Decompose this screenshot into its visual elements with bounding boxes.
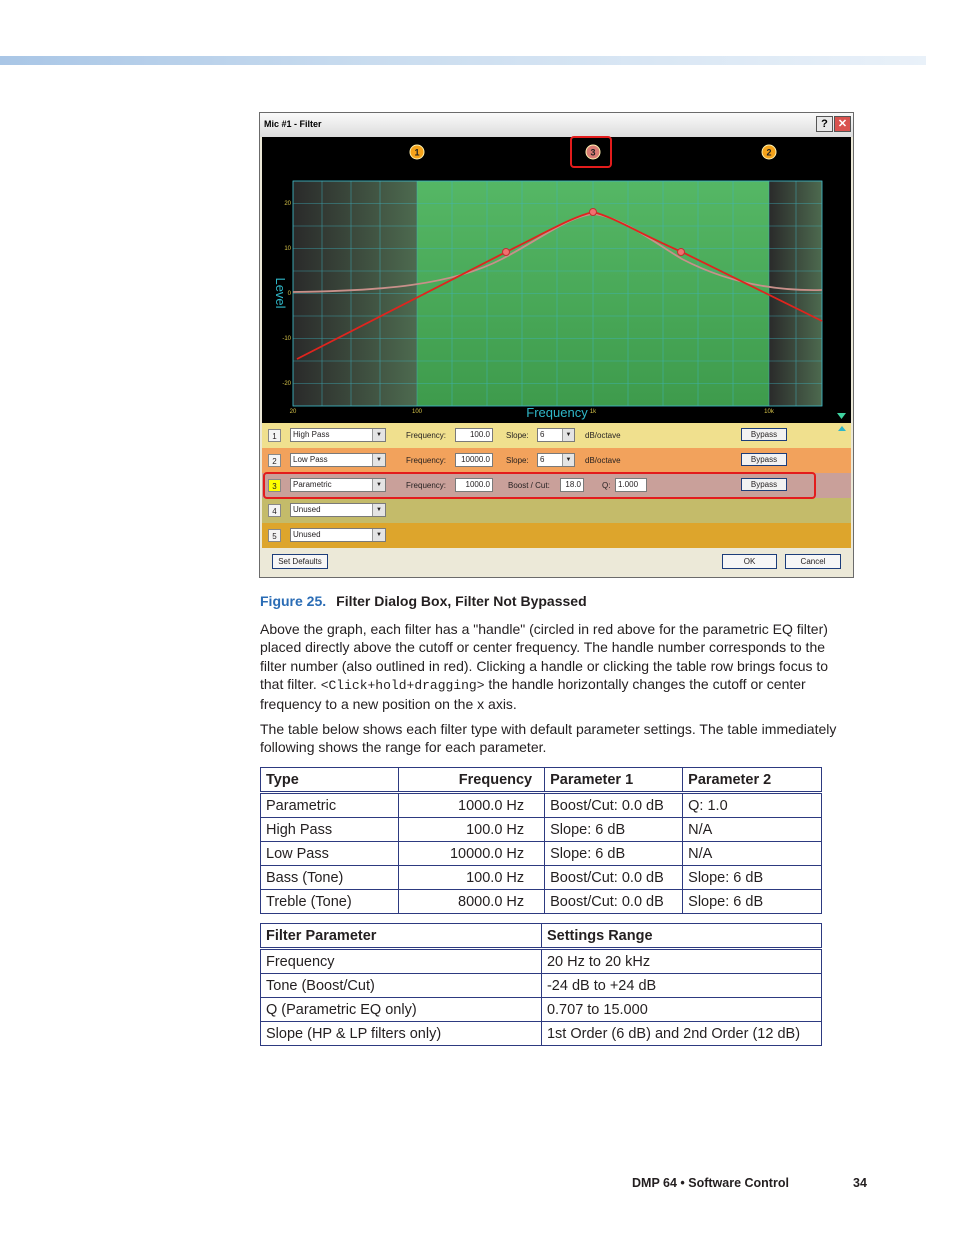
frequency-label: Frequency:	[406, 456, 447, 465]
svg-text:3: 3	[590, 147, 596, 158]
table-row	[261, 949, 822, 974]
table-row	[261, 818, 822, 842]
filter-number[interactable]: 5	[268, 529, 281, 542]
column-header: Filter Parameter	[261, 924, 542, 949]
table-cell: 1st Order (6 dB) and 2nd Order (12 dB)	[541, 1022, 821, 1046]
filter-row-1[interactable]	[262, 423, 851, 448]
paragraph-2: The table below shows each filter type with default parameter settings. The table immediately following shows the range for each parameter.	[260, 721, 837, 756]
scroll-up-icon[interactable]	[838, 426, 846, 431]
slope-label: Slope:	[506, 456, 529, 465]
table-cell: 100.0 Hz	[398, 818, 544, 842]
chevron-down-icon[interactable]: ▼	[372, 454, 385, 466]
table-row	[261, 793, 822, 818]
bypass-button[interactable]: Bypass	[741, 478, 787, 491]
table-cell: Slope: 6 dB	[545, 842, 683, 866]
figure-title: Filter Dialog Box, Filter Not Bypassed	[336, 593, 587, 609]
filter-type-select[interactable]	[290, 453, 386, 467]
filter-number[interactable]: 3	[268, 479, 281, 492]
curve-point[interactable]	[590, 209, 597, 216]
chevron-down-icon[interactable]: ▼	[372, 529, 385, 541]
column-header: Frequency	[398, 768, 544, 793]
slope-unit: dB/octave	[585, 431, 621, 440]
set-defaults-button[interactable]: Set Defaults	[272, 554, 328, 569]
filter-handle-2[interactable]	[762, 145, 776, 159]
y-axis-label: Level	[273, 277, 288, 309]
boost-cut-label: Boost / Cut:	[508, 481, 550, 490]
filter-defaults-table	[260, 767, 822, 914]
slope-label: Slope:	[506, 431, 529, 440]
x-tick-label: 1k	[589, 409, 597, 415]
table-cell: High Pass	[261, 818, 399, 842]
frequency-field[interactable]: 100.0	[455, 428, 493, 442]
parameter-range-table	[260, 923, 822, 1046]
help-button[interactable]: ?	[816, 116, 833, 132]
filter-number[interactable]: 4	[268, 504, 281, 517]
figure-caption	[260, 593, 587, 609]
filter-row-5[interactable]	[262, 523, 851, 548]
table-row	[261, 974, 822, 998]
table-cell: N/A	[683, 818, 822, 842]
filter-type-select[interactable]	[290, 503, 386, 517]
table-cell: Treble (Tone)	[261, 890, 399, 914]
para1-code: <Click+hold+dragging>	[320, 677, 485, 693]
cancel-button[interactable]: Cancel	[785, 554, 841, 569]
curve-point[interactable]	[678, 249, 685, 256]
table-cell: 100.0 Hz	[398, 866, 544, 890]
filter-type-value: Unused	[293, 505, 321, 514]
dialog-title: Mic #1 - Filter	[264, 119, 322, 129]
chevron-down-icon[interactable]: ▼	[562, 429, 574, 441]
table-cell: Slope: 6 dB	[683, 866, 822, 890]
table-cell: Tone (Boost/Cut)	[261, 974, 542, 998]
bypass-button[interactable]: Bypass	[741, 453, 787, 466]
table-row	[261, 866, 822, 890]
table-row	[261, 890, 822, 914]
table-cell: 10000.0 Hz	[398, 842, 544, 866]
dialog-titlebar	[260, 113, 853, 137]
table-cell: Q: 1.0	[683, 793, 822, 818]
x-tick-label: 20	[289, 409, 297, 415]
frequency-graph[interactable]	[262, 137, 851, 423]
ok-button[interactable]: OK	[722, 554, 777, 569]
column-header: Parameter 1	[545, 768, 683, 793]
figure-number: Figure 25.	[260, 593, 327, 609]
x-tick-label: 10k	[764, 409, 774, 415]
y-tick-label: 10	[284, 246, 291, 252]
table-cell: Bass (Tone)	[261, 866, 399, 890]
para1-text-end: the handle horizontally changes the cutoff or center frequency to a new position on the x axis.	[260, 675, 806, 713]
table-cell: Q (Parametric EQ only)	[261, 998, 542, 1022]
svg-text:1: 1	[414, 147, 420, 158]
table-cell: Low Pass	[261, 842, 399, 866]
table-row	[261, 842, 822, 866]
footer-product: DMP 64 • Software Control	[632, 1176, 789, 1190]
slope-select[interactable]	[537, 453, 575, 467]
slope-value: 6	[540, 455, 545, 464]
y-tick-label: 0	[287, 291, 291, 297]
chevron-down-icon[interactable]: ▼	[562, 454, 574, 466]
bypass-button[interactable]: Bypass	[741, 428, 787, 441]
filter-type-select[interactable]	[290, 528, 386, 542]
chevron-down-icon[interactable]: ▼	[372, 429, 385, 441]
table-cell: Slope (HP & LP filters only)	[261, 1022, 542, 1046]
frequency-label: Frequency:	[406, 431, 447, 440]
slope-value: 6	[540, 430, 545, 439]
svg-text:2: 2	[766, 147, 772, 158]
table-cell: 8000.0 Hz	[398, 890, 544, 914]
handle-highlight	[570, 136, 612, 168]
slope-select[interactable]	[537, 428, 575, 442]
table-cell: 20 Hz to 20 kHz	[541, 949, 821, 974]
boost-cut-field[interactable]: 18.0	[560, 478, 584, 492]
table-cell: 0.707 to 15.000	[541, 998, 821, 1022]
q-label: Q:	[602, 481, 611, 490]
filter-row-2[interactable]	[262, 448, 851, 473]
column-header: Type	[261, 768, 399, 793]
chevron-down-icon[interactable]: ▼	[372, 504, 385, 516]
header-bar	[0, 56, 926, 65]
scroll-down-icon[interactable]	[837, 413, 846, 419]
frequency-label: Frequency:	[406, 481, 447, 490]
frequency-field[interactable]: 10000.0	[455, 453, 493, 467]
para1-text: Above the graph, each filter has a "handle" (circled in red above for the parametric EQ filter) placed directly above the cutoff or center frequency. The handle number corresponds to the filter number (also outlined in red). Clicking a handle or clicking the table row brings focus to that filter.	[260, 621, 829, 692]
frequency-field[interactable]: 1000.0	[455, 478, 493, 492]
filter-number[interactable]: 1	[268, 429, 281, 442]
y-tick-label: 20	[284, 201, 291, 207]
close-button[interactable]: ✕	[834, 116, 851, 132]
row-highlight	[263, 472, 816, 499]
table-cell: Boost/Cut: 0.0 dB	[545, 793, 683, 818]
filter-type-value: Low Pass	[293, 455, 328, 464]
column-header: Parameter 2	[683, 768, 822, 793]
page-number: 34	[853, 1176, 867, 1190]
filter-type-select[interactable]	[290, 428, 386, 442]
table-cell: N/A	[683, 842, 822, 866]
table-cell: Boost/Cut: 0.0 dB	[545, 866, 683, 890]
filter-number[interactable]: 2	[268, 454, 281, 467]
column-header: Settings Range	[541, 924, 821, 949]
filter-type-value: High Pass	[293, 430, 330, 439]
filter-dialog	[259, 112, 854, 578]
filter-type-value: Parametric	[293, 480, 332, 489]
table-cell: Frequency	[261, 949, 542, 974]
table-row	[261, 998, 822, 1022]
x-axis-label: Frequency	[526, 405, 588, 420]
y-tick-label: -20	[282, 381, 291, 387]
table-row	[261, 1022, 822, 1046]
q-field[interactable]: 1.000	[615, 478, 647, 492]
curve-point[interactable]	[503, 249, 510, 256]
filter-type-value: Unused	[293, 530, 321, 539]
y-tick-label: -10	[282, 336, 291, 342]
paragraph-1	[260, 620, 840, 713]
table-cell: Slope: 6 dB	[545, 818, 683, 842]
table-cell: Boost/Cut: 0.0 dB	[545, 890, 683, 914]
dialog-button-row	[262, 549, 851, 575]
graph-svg	[262, 137, 851, 423]
chevron-down-icon[interactable]: ▼	[372, 479, 385, 491]
slope-unit: dB/octave	[585, 456, 621, 465]
x-tick-label: 100	[411, 409, 423, 415]
table-cell: -24 dB to +24 dB	[541, 974, 821, 998]
table-cell: Slope: 6 dB	[683, 890, 822, 914]
table-cell: Parametric	[261, 793, 399, 818]
filter-handle-1[interactable]	[410, 145, 424, 159]
table-cell: 1000.0 Hz	[398, 793, 544, 818]
filter-row-4[interactable]	[262, 498, 851, 523]
